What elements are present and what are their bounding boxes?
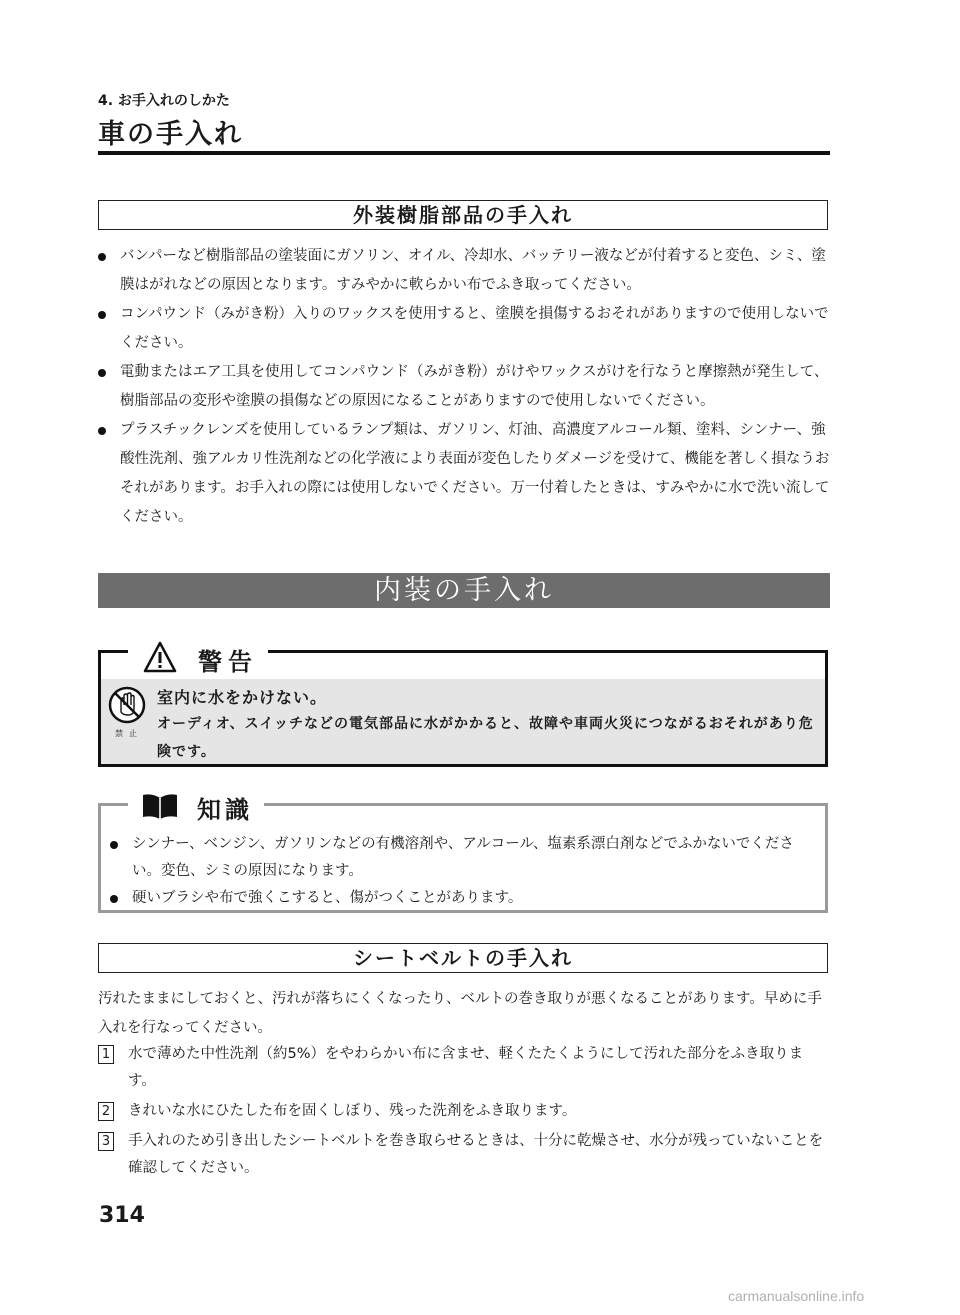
bullet-icon bbox=[110, 895, 118, 903]
bullet-icon bbox=[98, 369, 106, 377]
list-item: 電動またはエア工具を使用してコンパウンド（みがき粉）がけやワックスがけを行なうと摩擦熱が発生して、樹脂部品の変形や塗膜の損傷などの原因になることがありますので使用しないでください。 bbox=[98, 358, 830, 416]
warning-triangle-icon bbox=[143, 641, 177, 673]
bullet-icon bbox=[98, 253, 106, 261]
list-item: バンパーなど樹脂部品の塗装面にガソリン、オイル、冷却水、バッテリー液などが付着すると変色、シミ、塗膜はがれなどの原因となります。すみやかに軟らかい布でふき取ってください。 bbox=[98, 242, 830, 300]
step-item: 1 水で薄めた中性洗剤（約5%）をやわらかい布に含ませ、軽くたたくようにして汚れた部分をふき取ります。 bbox=[98, 1041, 830, 1095]
watermark: carmanualsonline.info bbox=[728, 1288, 865, 1304]
breadcrumb: 4. お手入れのしかた bbox=[98, 93, 230, 109]
seatbelt-intro: 汚れたままにしておくと、汚れが落ちにくくなったり、ベルトの巻き取りが悪くなることがあります。早めに手入れを行なってください。 bbox=[98, 991, 822, 1036]
interior-section-heading: 内装の手入れ bbox=[98, 573, 830, 608]
book-icon bbox=[140, 792, 180, 820]
page-number: 314 bbox=[99, 1203, 145, 1228]
step-item: 3 手入れのため引き出したシートベルトを巻き取らせるときは、十分に乾燥させ、水分が残っていないことを確認してください。 bbox=[98, 1128, 830, 1182]
warning-headline: 室内に水をかけない。 bbox=[157, 688, 328, 707]
exterior-section-heading: 外装樹脂部品の手入れ bbox=[98, 200, 828, 230]
seatbelt-section-heading: シートベルトの手入れ bbox=[98, 943, 828, 973]
list-item: プラスチックレンズを使用しているランプ類は、ガソリン、灯油、高濃度アルコール類、塗料、シンナー、強酸性洗剤、強アルカリ性洗剤などの化学液により表面が変色したりダメージを受けて、機能を著しく損なうおそれがあります。お手入れの際には使用しないでください。万一付着したときは、すみやかに水で洗い流してください。 bbox=[98, 416, 830, 532]
step-item: 2 きれいな水にひたした布を固くしぼり、残った洗剤をふき取ります。 bbox=[98, 1098, 830, 1125]
list-item: コンパウンド（みがき粉）入りのワックスを使用すると、塗膜を損傷するおそれがありますので使用しないでください。 bbox=[98, 300, 830, 358]
exterior-bullet-list bbox=[98, 242, 830, 532]
step-number: 2 bbox=[98, 1102, 114, 1121]
warning-body: オーディオ、スイッチなどの電気部品に水がかかると、故障や車両火災につながるおそれがあり危険です。 bbox=[157, 716, 814, 760]
bullet-icon bbox=[98, 427, 106, 435]
seatbelt-steps bbox=[98, 1041, 830, 1185]
knowledge-title: 知識 bbox=[197, 796, 253, 824]
bullet-icon bbox=[98, 311, 106, 319]
list-item: 硬いブラシや布で強くこすると、傷がつくことがあります。 bbox=[110, 885, 822, 912]
prohibited-water-icon bbox=[108, 686, 146, 724]
step-number: 1 bbox=[98, 1045, 114, 1064]
prohibit-label: 禁止 bbox=[115, 729, 143, 738]
list-item: シンナー、ベンジン、ガソリンなどの有機溶剤や、アルコール、塩素系漂白剤などでふかないでください。変色、シミの原因になります。 bbox=[110, 831, 822, 885]
knowledge-bullet-list bbox=[110, 831, 822, 912]
bullet-icon bbox=[110, 841, 118, 849]
title-underline bbox=[98, 151, 830, 155]
page-title: 車の手入れ bbox=[98, 119, 243, 150]
warning-title: 警告 bbox=[198, 648, 258, 676]
step-number: 3 bbox=[98, 1132, 114, 1151]
